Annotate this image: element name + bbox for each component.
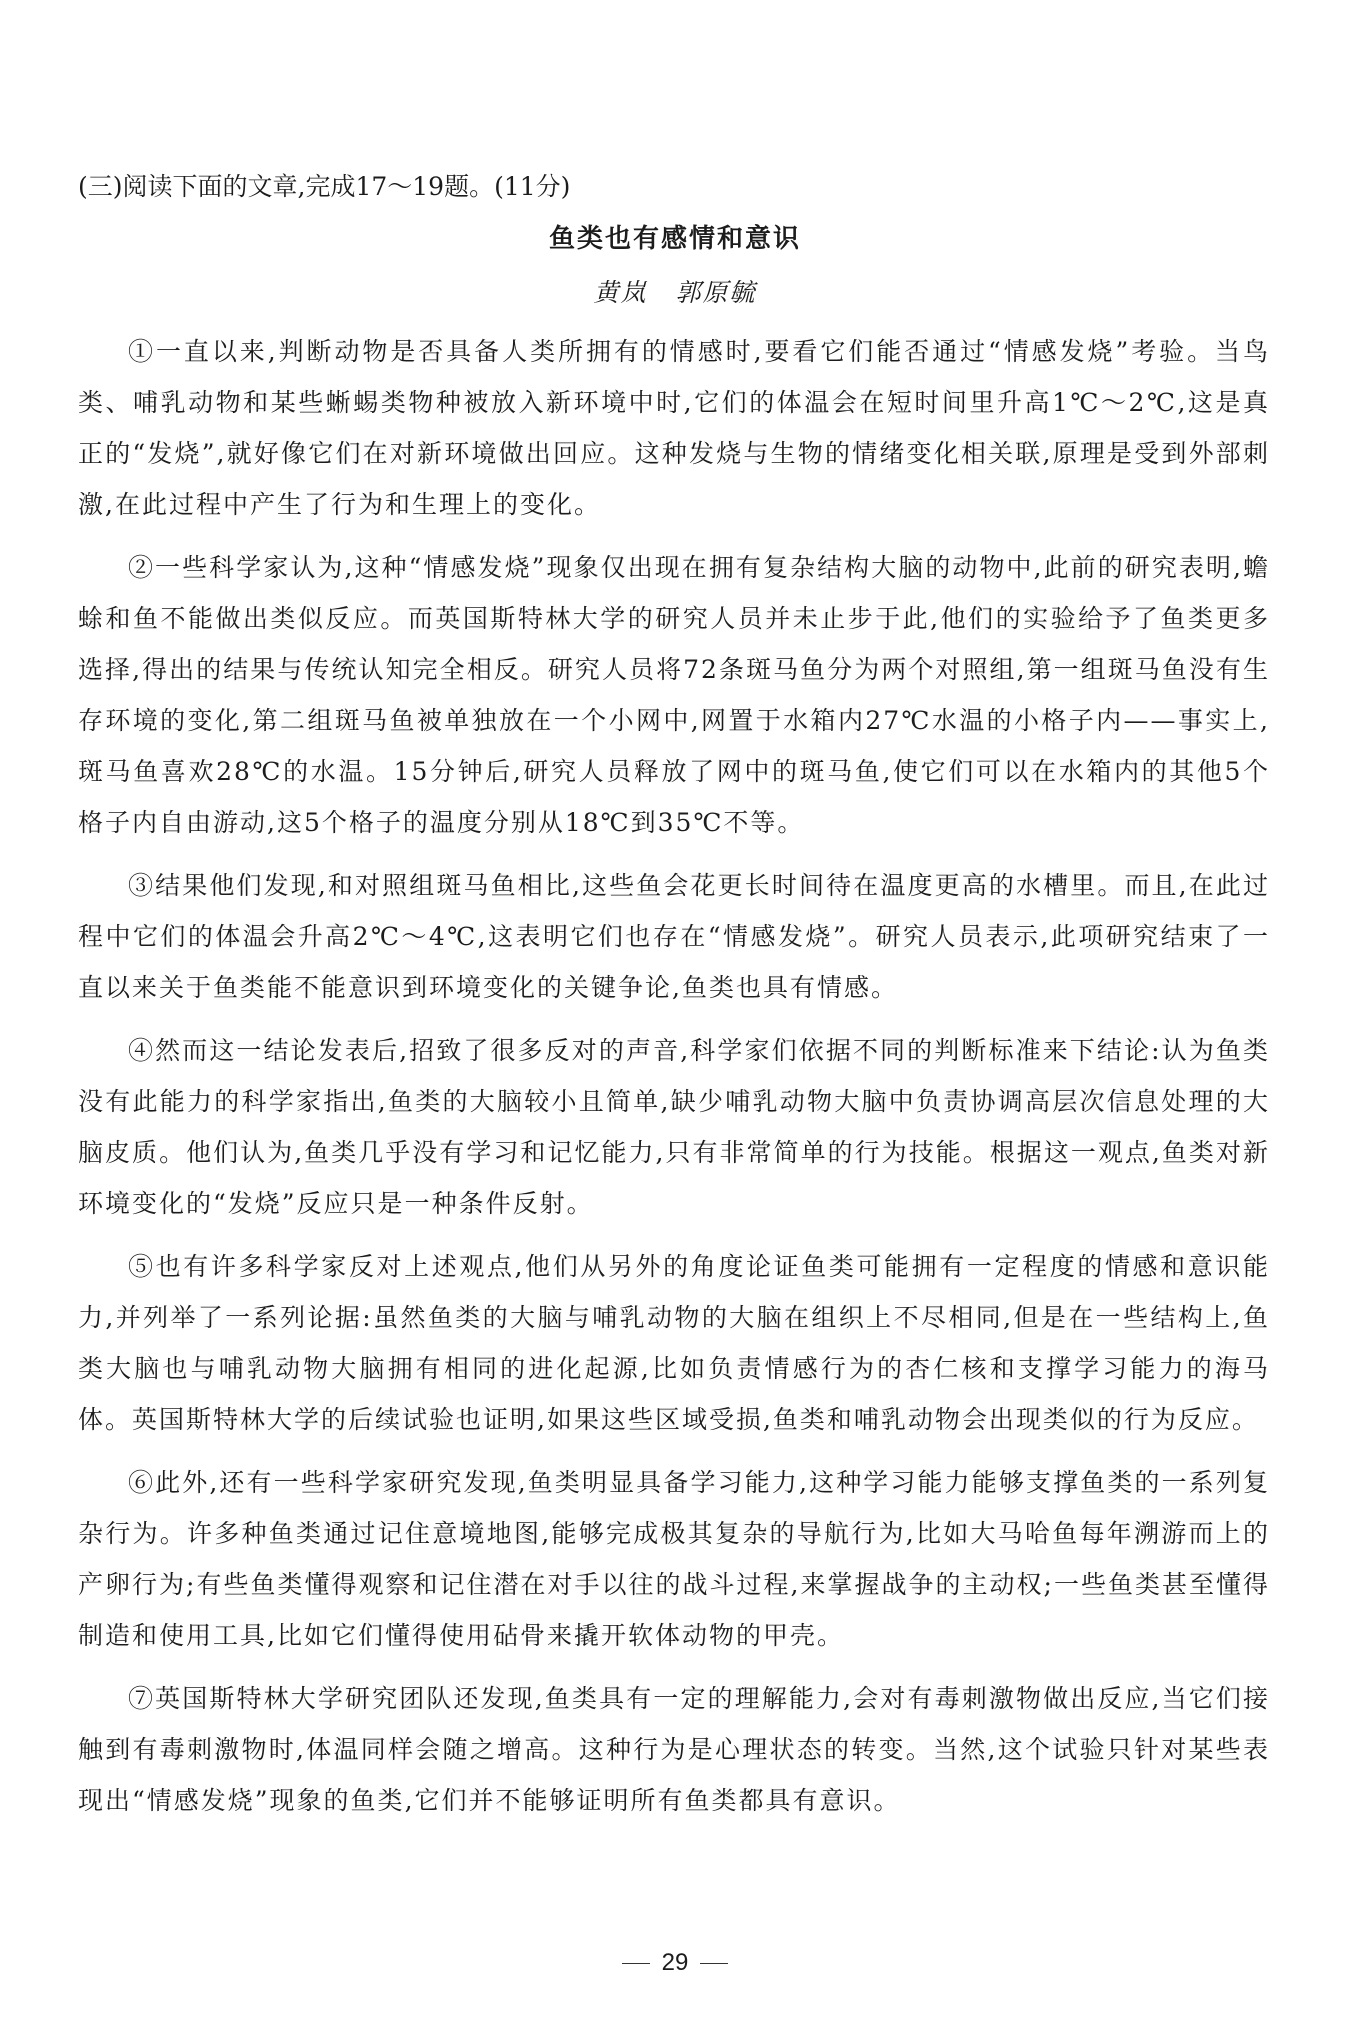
paragraph-7: ⑦英国斯特林大学研究团队还发现,鱼类具有一定的理解能力,会对有毒刺激物做出反应,当它们接触到有毒刺激物时,体温同样会随之增高。这种行为是心理状态的转变。当然,这个试验只针对某些表现出“情感发烧”现象的鱼类,它们并不能够证明所有鱼类都具有意识。 <box>78 1684 1270 1815</box>
paragraph-6: ⑥此外,还有一些科学家研究发现,鱼类明显具备学习能力,这种学习能力能够支撑鱼类的一系列复杂行为。许多种鱼类通过记住意境地图,能够完成极其复杂的导航行为,比如大马哈鱼每年溯游而上的产卵行为;有些鱼类懂得观察和记住潜在对手以往的战斗过程,来掌握战争的主动权;一些鱼类甚至懂得制造和使用工具,比如它们懂得使用砧骨来撬开软体动物的甲壳。 <box>78 1468 1270 1650</box>
section-heading: (三)阅读下面的文章,完成17～19题。(11分) <box>78 172 571 201</box>
author-name: 黄岚 <box>593 278 648 307</box>
article-body <box>78 326 1270 1838</box>
paragraph-1: ①一直以来,判断动物是否具备人类所拥有的情感时,要看它们能否通过“情感发烧”考验。当鸟类、哺乳动物和某些蜥蜴类物种被放入新环境中时,它们的体温会在短时间里升高1℃～2℃,这是真正的“发烧”,就好像它们在对新环境做出回应。这种发烧与生物的情绪变化相关联,原理是受到外部刺激,在此过程中产生了行为和生理上的变化。 <box>78 337 1270 519</box>
page-number-dash-left <box>622 1963 650 1964</box>
article-title: 鱼类也有感情和意识 <box>548 224 801 254</box>
page-number-value: 29 <box>661 1949 689 1976</box>
paragraph-4: ④然而这一结论发表后,招致了很多反对的声音,科学家们依据不同的判断标准来下结论:认为鱼类没有此能力的科学家指出,鱼类的大脑较小且简单,缺少哺乳动物大脑中负责协调高层次信息处理的大脑皮质。他们认为,鱼类几乎没有学习和记忆能力,只有非常简单的行为技能。根据这一观点,鱼类对新环境变化的“发烧”反应只是一种条件反射。 <box>78 1036 1270 1218</box>
paragraph-5: ⑤也有许多科学家反对上述观点,他们从另外的角度论证鱼类可能拥有一定程度的情感和意识能力,并列举了一系列论据:虽然鱼类的大脑与哺乳动物的大脑在组织上不尽相同,但是在一些结构上,鱼类大脑也与哺乳动物大脑拥有相同的进化起源,比如负责情感行为的杏仁核和支撑学习能力的海马体。英国斯特林大学的后续试验也证明,如果这些区域受损,鱼类和哺乳动物会出现类似的行为反应。 <box>78 1252 1270 1434</box>
page-number <box>0 1948 1350 1978</box>
paragraph-2: ②一些科学家认为,这种“情感发烧”现象仅出现在拥有复杂结构大脑的动物中,此前的研究表明,蟾蜍和鱼不能做出类似反应。而英国斯特林大学的研究人员并未止步于此,他们的实验给予了鱼类更多选择,得出的结果与传统认知完全相反。研究人员将72条斑马鱼分为两个对照组,第一组斑马鱼没有生存环境的变化,第二组斑马鱼被单独放在一个小网中,网置于水箱内27℃水温的小格子内——事实上,斑马鱼喜欢28℃的水温。15分钟后,研究人员释放了网中的斑马鱼,使它们可以在水箱内的其他5个格子内自由游动,这5个格子的温度分别从18℃到35℃不等。 <box>78 553 1270 837</box>
paragraph-3: ③结果他们发现,和对照组斑马鱼相比,这些鱼会花更长时间待在温度更高的水槽里。而且,在此过程中它们的体温会升高2℃～4℃,这表明它们也存在“情感发烧”。研究人员表示,此项研究结束了一直以来关于鱼类能不能意识到环境变化的关键争论,鱼类也具有情感。 <box>78 871 1270 1002</box>
article-authors <box>0 276 1350 310</box>
author-name: 郭原毓 <box>675 278 757 307</box>
page-number-dash-right <box>700 1963 728 1964</box>
